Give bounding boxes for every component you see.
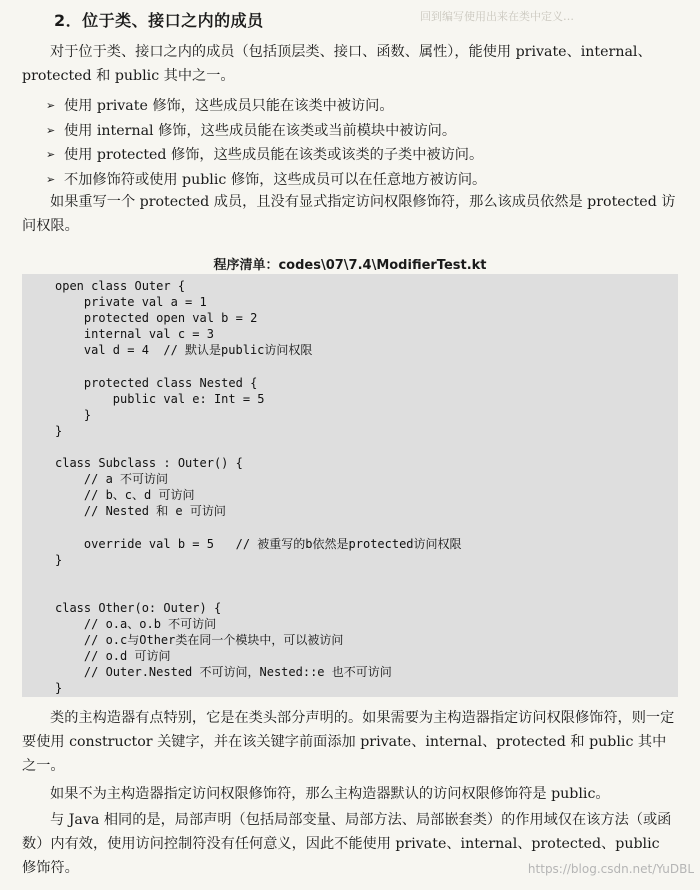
code-line: // o.d 可访问 (55, 649, 171, 664)
code-line: private val a = 1 (55, 295, 207, 310)
code-listing (55, 278, 462, 696)
arrow-right-icon: ➢ (46, 148, 56, 161)
code-line: // a 不可访问 (55, 472, 169, 487)
intro-paragraph: 对于位于类、接口之内的成员（包括顶层类、接口、函数、属性），能使用 private、internal、protected 和 public 其中之一。 (22, 44, 652, 84)
code-line: // Outer.Nested 不可访问，Nested::e 也不可访问 (55, 665, 392, 680)
code-line: } (55, 407, 92, 422)
arrow-right-icon: ➢ (46, 172, 56, 186)
code-line: override val b = 5 // 被重写的b依然是protected访问权限 (55, 536, 462, 551)
bullet-text: 使用 private 修饰，这些成员只能在该类中被访问。 (64, 98, 394, 114)
bleed-through-text: 回到编写使用出来在类中定义… (420, 10, 574, 23)
section-title: 2．位于类、接口之内的成员 (54, 11, 264, 30)
modifier-bullet-list (22, 94, 678, 192)
local-declaration-paragraph: 与 Java 相同的是，局部声明（包括局部变量、局部方法、局部嵌套类）的作用域仅在该方法（或函数）内有效，使用访问控制符没有任何意义，因此不能使用 private、internal、protected、public 修饰符。 (22, 812, 672, 876)
code-listing-box (22, 274, 678, 697)
list-item (22, 143, 678, 168)
list-item (22, 168, 678, 193)
arrow-right-icon: ➢ (46, 123, 56, 137)
code-line: // Nested 和 e 可访问 (55, 504, 226, 519)
override-note-paragraph: 如果重写一个 protected 成员，且没有显式指定访问权限修饰符，那么该成员依然是 protected 访问权限。 (22, 194, 676, 234)
code-line: } (55, 552, 63, 567)
constructor-paragraph: 类的主构造器有点特别，它是在类头部分声明的。如果需要为主构造器指定访问权限修饰符，则一定要使用 constructor 关键字，并在该关键字前面添加 private、internal、protected 和 public 其中之一。 (22, 710, 675, 774)
code-line: // o.a、o.b 不可访问 (55, 616, 217, 631)
code-line: } (55, 423, 63, 438)
bullet-text: 使用 protected 修饰，这些成员能在该类或该类的子类中被访问。 (64, 147, 484, 163)
code-line: // b、c、d 可访问 (55, 488, 195, 503)
default-constructor-paragraph: 如果不为主构造器指定访问权限修饰符，那么主构造器默认的访问权限修饰符是 public。 (50, 786, 610, 802)
list-item (22, 119, 678, 144)
arrow-right-icon: ➢ (46, 99, 56, 112)
bullet-text: 使用 internal 修饰，这些成员能在该类或当前模块中被访问。 (64, 122, 457, 139)
code-line: protected class Nested { (55, 375, 258, 390)
code-line: public val e: Int = 5 (55, 391, 265, 406)
list-item (22, 94, 678, 119)
listing-title: 程序清单：codes\07\7.4\ModifierTest.kt (213, 258, 487, 273)
code-line: internal val c = 3 (55, 327, 214, 342)
code-line: } (55, 681, 63, 696)
code-line: class Subclass : Outer() { (55, 456, 243, 471)
bullet-text: 不加修饰符或使用 public 修饰，这些成员可以在任意地方被访问。 (64, 171, 487, 188)
code-line: open class Outer { (55, 279, 186, 293)
code-line: protected open val b = 2 (55, 311, 258, 326)
code-line: // o.c与Other类在同一个模块中，可以被访问 (55, 633, 344, 648)
code-line: val d = 4 // 默认是public访问权限 (55, 343, 313, 358)
code-line: class Other(o: Outer) { (55, 600, 222, 615)
watermark: https://blog.csdn.net/YuDBL (527, 862, 694, 876)
